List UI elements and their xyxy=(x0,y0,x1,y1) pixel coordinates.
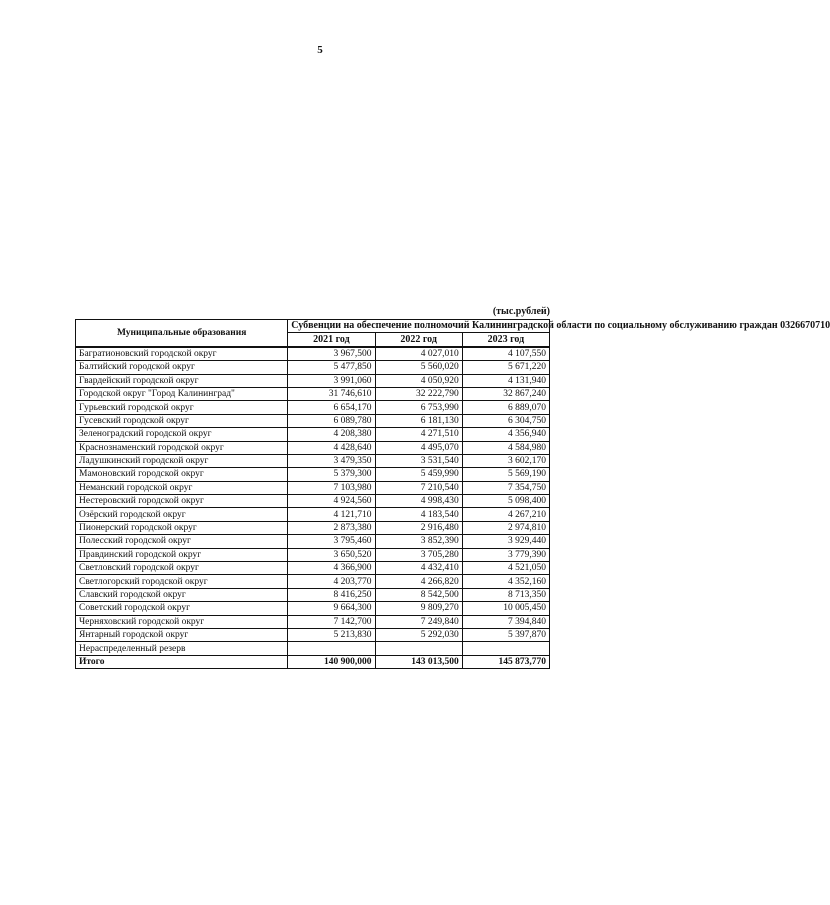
value-2021-cell: 5 477,850 xyxy=(288,361,375,374)
value-2021-cell: 3 795,460 xyxy=(288,535,375,548)
table-row xyxy=(76,454,550,467)
table-row xyxy=(76,521,550,534)
value-2022-cell: 4 266,820 xyxy=(375,575,462,588)
municipality-name-cell: Краснознаменский городской округ xyxy=(76,441,288,454)
value-2021-cell: 3 991,060 xyxy=(288,374,375,387)
value-2023-cell: 5 098,400 xyxy=(462,495,549,508)
value-2022-cell: 7 249,840 xyxy=(375,615,462,628)
table-row xyxy=(76,508,550,521)
header-year-2021: 2021 год xyxy=(288,333,375,347)
total-2021-cell: 140 900,000 xyxy=(288,655,375,668)
table-row xyxy=(76,481,550,494)
value-2021-cell: 4 121,710 xyxy=(288,508,375,521)
value-2021-cell: 2 873,380 xyxy=(288,521,375,534)
header-row xyxy=(76,320,550,333)
table-row xyxy=(76,401,550,414)
value-2023-cell: 6 304,750 xyxy=(462,414,549,427)
value-2022-cell: 32 222,790 xyxy=(375,387,462,400)
municipality-name-cell: Гурьевский городской округ xyxy=(76,401,288,414)
value-2021-cell: 7 103,980 xyxy=(288,481,375,494)
municipality-name-cell: Нестеровский городской округ xyxy=(76,495,288,508)
total-2023-cell: 145 873,770 xyxy=(462,655,549,668)
table-row xyxy=(76,642,550,655)
value-2023-cell: 7 354,750 xyxy=(462,481,549,494)
municipality-name-cell: Багратионовский городской округ xyxy=(76,347,288,361)
value-2023-cell: 32 867,240 xyxy=(462,387,549,400)
municipality-name-cell: Балтийский городской округ xyxy=(76,361,288,374)
municipality-name-cell: Озёрский городской округ xyxy=(76,508,288,521)
value-2022-cell: 4 495,070 xyxy=(375,441,462,454)
municipality-name-cell: Гусевский городской округ xyxy=(76,414,288,427)
municipality-name-cell: Пионерский городской округ xyxy=(76,521,288,534)
municipality-name-cell: Славский городской округ xyxy=(76,588,288,601)
value-2022-cell: 5 292,030 xyxy=(375,628,462,641)
value-2022-cell: 9 809,270 xyxy=(375,602,462,615)
value-2021-cell: 3 650,520 xyxy=(288,548,375,561)
value-2021-cell xyxy=(288,642,375,655)
units-label: (тыс.рублей) xyxy=(492,306,550,317)
value-2023-cell: 5 671,220 xyxy=(462,361,549,374)
municipality-name-cell: Светловский городской округ xyxy=(76,562,288,575)
table-row xyxy=(76,615,550,628)
value-2022-cell: 2 916,480 xyxy=(375,521,462,534)
table-row xyxy=(76,387,550,400)
table-row xyxy=(76,562,550,575)
table-row xyxy=(76,495,550,508)
value-2022-cell: 6 181,130 xyxy=(375,414,462,427)
header-year-2023: 2023 год xyxy=(462,333,549,347)
table-row xyxy=(76,361,550,374)
total-label-cell: Итого xyxy=(76,655,288,668)
municipality-name-cell: Черняховский городской округ xyxy=(76,615,288,628)
value-2023-cell: 10 005,450 xyxy=(462,602,549,615)
municipality-name-cell: Янтарный городской округ xyxy=(76,628,288,641)
value-2022-cell: 4 432,410 xyxy=(375,562,462,575)
value-2021-cell: 3 967,500 xyxy=(288,347,375,361)
value-2022-cell: 5 459,990 xyxy=(375,468,462,481)
municipality-name-cell: Гвардейский городской округ xyxy=(76,374,288,387)
table-body xyxy=(76,347,550,669)
value-2021-cell: 9 664,300 xyxy=(288,602,375,615)
value-2023-cell: 3 929,440 xyxy=(462,535,549,548)
value-2023-cell: 4 584,980 xyxy=(462,441,549,454)
value-2023-cell: 4 356,940 xyxy=(462,428,549,441)
value-2022-cell: 4 027,010 xyxy=(375,347,462,361)
municipality-name-cell: Светлогорский городской округ xyxy=(76,575,288,588)
municipality-name-cell: Советский городской округ xyxy=(76,602,288,615)
value-2021-cell: 7 142,700 xyxy=(288,615,375,628)
total-2022-cell: 143 013,500 xyxy=(375,655,462,668)
value-2021-cell: 5 379,300 xyxy=(288,468,375,481)
header-subvention-title: Субвенции на обеспечение полномочий Калининградской области по социальному обслуживанию граждан 0326670710 xyxy=(288,320,550,333)
municipality-name-cell: Ладушкинский городской округ xyxy=(76,454,288,467)
value-2022-cell: 4 271,510 xyxy=(375,428,462,441)
value-2021-cell: 3 479,350 xyxy=(288,454,375,467)
value-2021-cell: 8 416,250 xyxy=(288,588,375,601)
value-2021-cell: 4 428,640 xyxy=(288,441,375,454)
page-number: 5 xyxy=(317,44,323,56)
value-2023-cell: 4 521,050 xyxy=(462,562,549,575)
value-2021-cell: 4 208,380 xyxy=(288,428,375,441)
value-2022-cell: 6 753,990 xyxy=(375,401,462,414)
value-2023-cell: 7 394,840 xyxy=(462,615,549,628)
table-row xyxy=(76,548,550,561)
value-2023-cell: 3 602,170 xyxy=(462,454,549,467)
value-2023-cell: 8 713,350 xyxy=(462,588,549,601)
value-2022-cell: 7 210,540 xyxy=(375,481,462,494)
value-2021-cell: 31 746,610 xyxy=(288,387,375,400)
subvention-table xyxy=(75,319,830,669)
value-2022-cell xyxy=(375,642,462,655)
municipality-name-cell: Городской округ "Город Калининград" xyxy=(76,387,288,400)
value-2023-cell xyxy=(462,642,549,655)
table-row xyxy=(76,414,550,427)
value-2021-cell: 5 213,830 xyxy=(288,628,375,641)
value-2021-cell: 4 366,900 xyxy=(288,562,375,575)
table-row xyxy=(76,374,550,387)
header-year-2022: 2022 год xyxy=(375,333,462,347)
value-2021-cell: 4 203,770 xyxy=(288,575,375,588)
municipality-name-cell: Неманский городской округ xyxy=(76,481,288,494)
value-2021-cell: 6 654,170 xyxy=(288,401,375,414)
table-row xyxy=(76,428,550,441)
table-row xyxy=(76,602,550,615)
municipality-name-cell: Нераспределенный резерв xyxy=(76,642,288,655)
table-row xyxy=(76,535,550,548)
value-2022-cell: 4 998,430 xyxy=(375,495,462,508)
value-2023-cell: 5 397,870 xyxy=(462,628,549,641)
table-row xyxy=(76,588,550,601)
table-row xyxy=(76,628,550,641)
value-2023-cell: 4 352,160 xyxy=(462,575,549,588)
value-2023-cell: 4 131,940 xyxy=(462,374,549,387)
value-2022-cell: 3 531,540 xyxy=(375,454,462,467)
total-row xyxy=(76,655,550,668)
value-2021-cell: 4 924,560 xyxy=(288,495,375,508)
municipality-name-cell: Правдинский городской округ xyxy=(76,548,288,561)
value-2022-cell: 4 050,920 xyxy=(375,374,462,387)
value-2023-cell: 6 889,070 xyxy=(462,401,549,414)
value-2023-cell: 3 779,390 xyxy=(462,548,549,561)
value-2023-cell: 4 107,550 xyxy=(462,347,549,361)
value-2022-cell: 3 852,390 xyxy=(375,535,462,548)
value-2023-cell: 5 569,190 xyxy=(462,468,549,481)
value-2023-cell: 4 267,210 xyxy=(462,508,549,521)
table-row xyxy=(76,347,550,361)
header-municipalities: Муниципальные образования xyxy=(76,320,288,347)
municipality-name-cell: Мамоновский городской округ xyxy=(76,468,288,481)
table-row xyxy=(76,468,550,481)
value-2022-cell: 8 542,500 xyxy=(375,588,462,601)
municipality-name-cell: Полесский городской округ xyxy=(76,535,288,548)
municipality-name-cell: Зеленоградский городской округ xyxy=(76,428,288,441)
value-2021-cell: 6 089,780 xyxy=(288,414,375,427)
table-row xyxy=(76,575,550,588)
value-2023-cell: 2 974,810 xyxy=(462,521,549,534)
value-2022-cell: 5 560,020 xyxy=(375,361,462,374)
table-row xyxy=(76,441,550,454)
value-2022-cell: 3 705,280 xyxy=(375,548,462,561)
value-2022-cell: 4 183,540 xyxy=(375,508,462,521)
